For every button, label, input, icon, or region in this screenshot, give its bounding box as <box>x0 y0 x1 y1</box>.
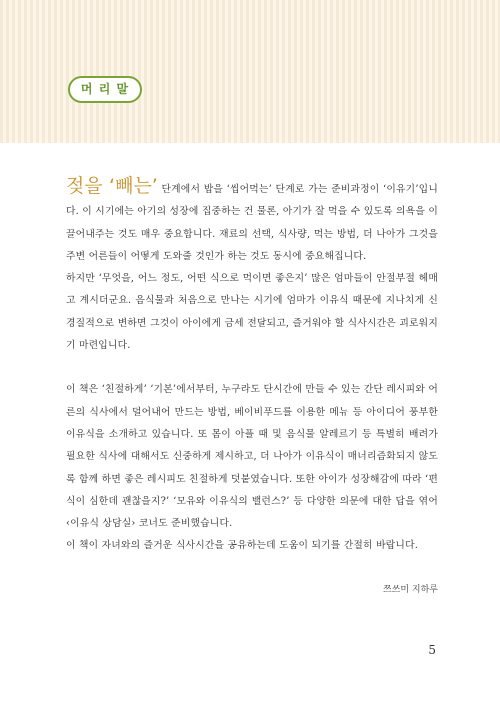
author-signature: 쯔쓰미 지하루 <box>382 585 438 595</box>
paragraph-spacer <box>66 357 438 379</box>
preface-body <box>66 176 438 558</box>
page-number: 5 <box>428 643 436 657</box>
preface-badge: 머 리 말 <box>68 76 142 103</box>
body-paragraph-3: 이 책은 ‘친절하게’ ‘기본’에서부터, 누구라도 단시간에 만들 수 있는 간단 레시피와 어른의 식사에서 덜어내어 만드는 방법, 베이비푸드를 이용한 메뉴 등 아이디어 풍부한 이유식을 소개하고 있습니다. 또 몸이 아플 때 및 음식물 알레르기 등 특별히 배려가 필요한 식사에 대해서도 신중하게 제시하고, 더 나아가 이유식이 매너리즘화되지 않도록 함께 하면 좋은 레시피도 친절하게 덧붙였습니다. 또한 아이가 성장해감에 따라 ‘편식이 심한데 괜찮을지?’ ‘모유와 이유식의 밸런스?’ 등 다양한 의문에 대한 답을 엮어 ‹이유식 상담실› 코너도 준비했습니다. <box>66 384 438 530</box>
intro-paragraph-1 <box>66 176 438 268</box>
body-paragraph-4: 이 책이 자녀와의 즐거운 식사시간을 공유하는데 도움이 되기를 간절히 바랍니다. <box>66 540 419 552</box>
intro-paragraph-1-text: 단계에서 밥을 ‘씹어먹는’ 단계로 가는 준비과정이 ‘이유기’입니다. 이 시기에는 아기의 성장에 집중하는 건 물론, 아기가 잘 먹을 수 있도록 의욕을 이끌어내주는 것도 매우 중요합니다. 재료의 선택, 식사량, 먹는 방법, 더 나아가 그것을 주변 어른들이 어떻게 도와줄 것인가 하는 것도 동시에 중요해집니다. <box>66 184 438 262</box>
intro-paragraph-2: 하지만 ‘무엇을, 어느 정도, 어떤 식으로 먹이면 좋은지’ 많은 엄마들이 안절부절 헤매고 계시더군요. 음식물과 처음으로 만나는 시기에 엄마가 이유식 때문에 지나치게 신경질적으로 변하면 그것이 아이에게 금세 전달되고, 즐거워야 할 식사시간은 괴로워지기 마련입니다. <box>66 273 438 352</box>
lead-phrase: 젖을 ‘빼는’ <box>66 175 158 197</box>
decorative-stripe-header <box>0 0 500 143</box>
